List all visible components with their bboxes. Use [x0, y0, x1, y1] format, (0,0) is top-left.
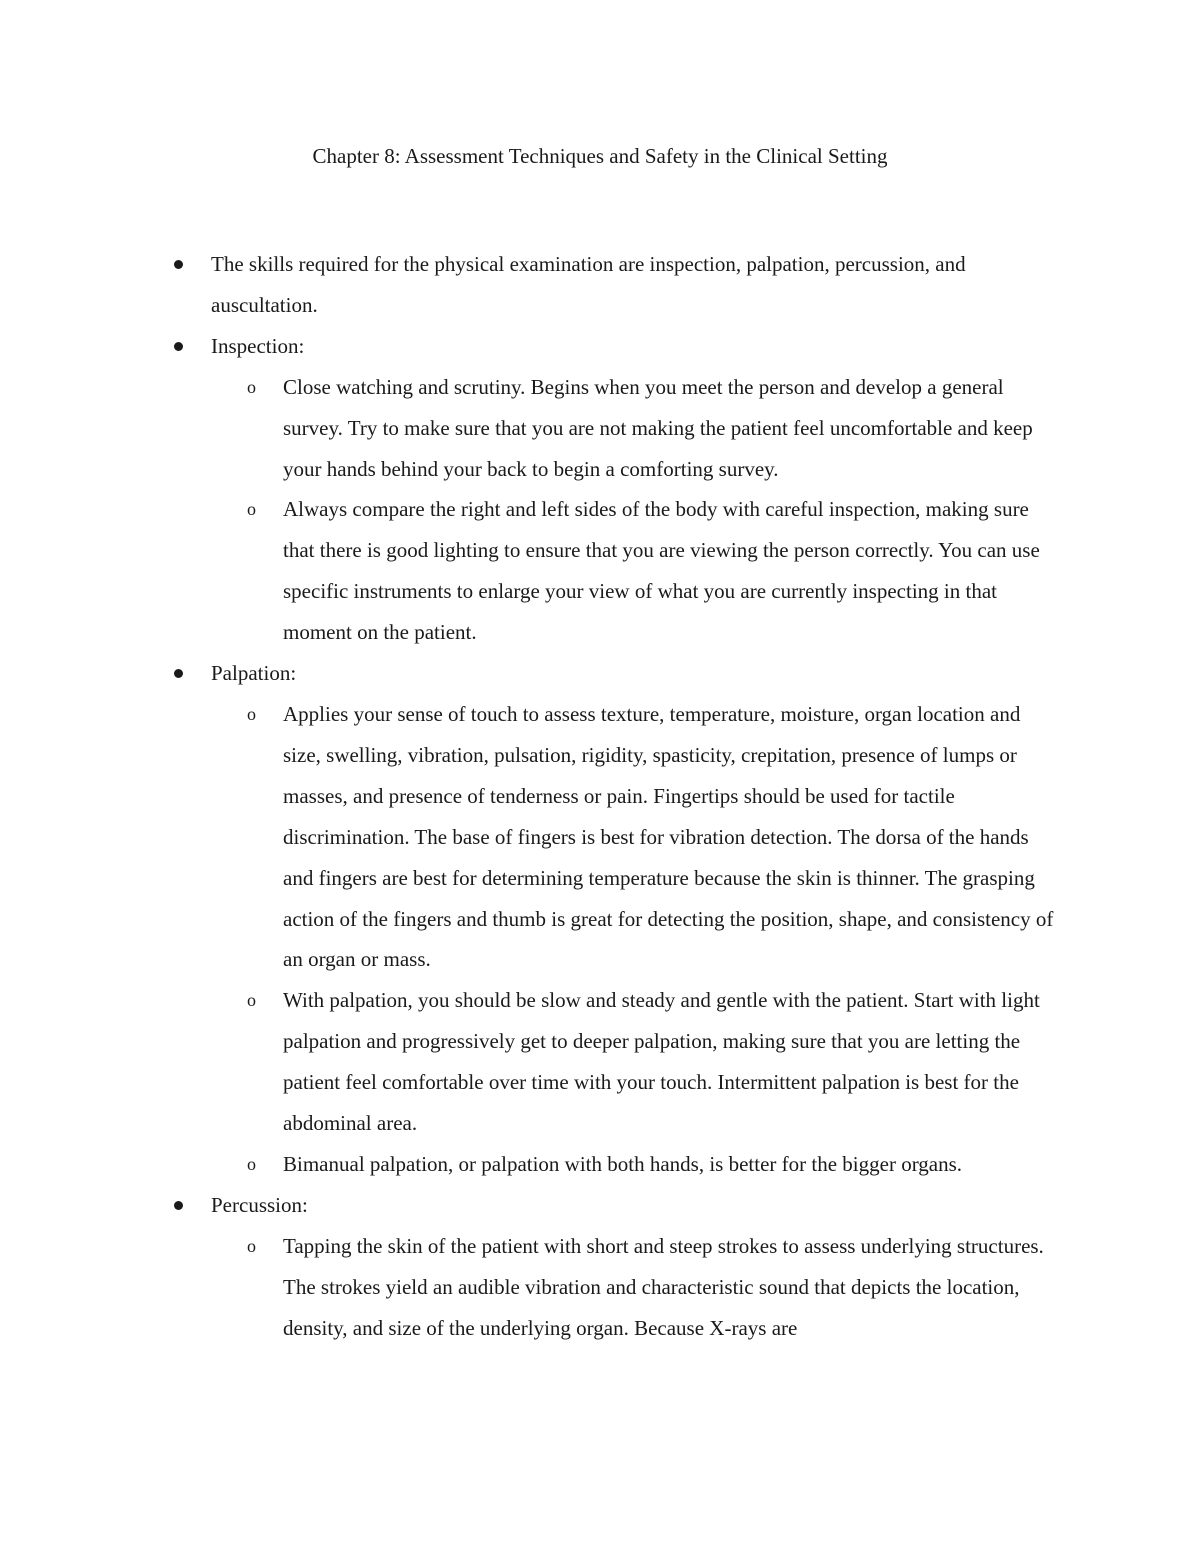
sub-list-item	[0, 1144, 1061, 1185]
sub-list-item-text: Bimanual palpation, or palpation with both hands, is better for the bigger organs.	[283, 1151, 963, 1176]
list-item-text: Inspection:	[211, 333, 305, 358]
sub-list-item	[0, 489, 1061, 653]
sub-list-item-text: With palpation, you should be slow and steady and gentle with the patient. Start with light palpation and progressively get to deeper palpation, making sure that you are letting the patient feel comfortable over time with your touch. Intermittent palpation is best for the abdominal area.	[283, 988, 1040, 1136]
sub-list-item-text: Always compare the right and left sides of the body with careful inspection, making sure that there is good lighting to ensure that you are viewing the person correctly. You can use specific instruments to enlarge your view of what you are currently inspecting in that moment on the patient.	[283, 497, 1040, 645]
bullet-icon	[174, 669, 183, 678]
list-item-text: Palpation:	[211, 661, 297, 686]
sub-bullet-icon: o	[247, 990, 256, 1011]
sub-bullet-icon: o	[247, 703, 256, 724]
sub-list-item-text: Applies your sense of touch to assess texture, temperature, moisture, organ location and size, swelling, vibration, pulsation, rigidity, spasticity, crepitation, presence of lumps or masses, and presence of tenderness or pain. Fingertips should be used for tactile discrimination. The base of fingers is best for vibration detection. The dorsa of the hands and fingers are best for determining temperature because the skin is thinner. The grasping action of the fingers and thumb is great for detecting the position, shape, and consistency of an organ or mass.	[283, 701, 1054, 972]
sub-list-item	[0, 1226, 1061, 1349]
list-item	[0, 244, 1061, 326]
sub-list	[211, 1226, 1061, 1349]
list-item-inspection	[0, 326, 1061, 653]
list-item-palpation	[0, 653, 1061, 1185]
page-title: Chapter 8: Assessment Techniques and Safety in the Clinical Setting	[312, 144, 888, 168]
bullet-list	[0, 244, 1200, 1348]
bullet-icon	[174, 1201, 183, 1210]
sub-bullet-icon: o	[247, 1153, 256, 1174]
sub-list-item-text: Tapping the skin of the patient with short and steep strokes to assess underlying structures. The strokes yield an audible vibration and characteristic sound that depicts the location, density, and size of the underlying organ. Because X-rays are	[283, 1233, 1044, 1340]
sub-list-item	[0, 367, 1061, 490]
sub-list	[211, 694, 1061, 1185]
bullet-icon	[174, 342, 183, 351]
sub-bullet-icon: o	[247, 499, 256, 520]
list-item-text: The skills required for the physical examination are inspection, palpation, percussion, and auscultation.	[211, 252, 966, 317]
sub-list-item	[0, 980, 1061, 1144]
bullet-icon	[174, 260, 183, 269]
list-item-percussion	[0, 1185, 1061, 1349]
list-item-text: Percussion:	[211, 1192, 308, 1217]
sub-bullet-icon: o	[247, 1235, 256, 1256]
sub-list	[211, 367, 1061, 653]
sub-list-item	[0, 694, 1061, 980]
sub-list-item-text: Close watching and scrutiny. Begins when you meet the person and develop a general survey. Try to make sure that you are not making the patient feel uncomfortable and keep your hands behind your back to begin a comforting survey.	[283, 374, 1033, 481]
sub-bullet-icon: o	[247, 376, 256, 397]
